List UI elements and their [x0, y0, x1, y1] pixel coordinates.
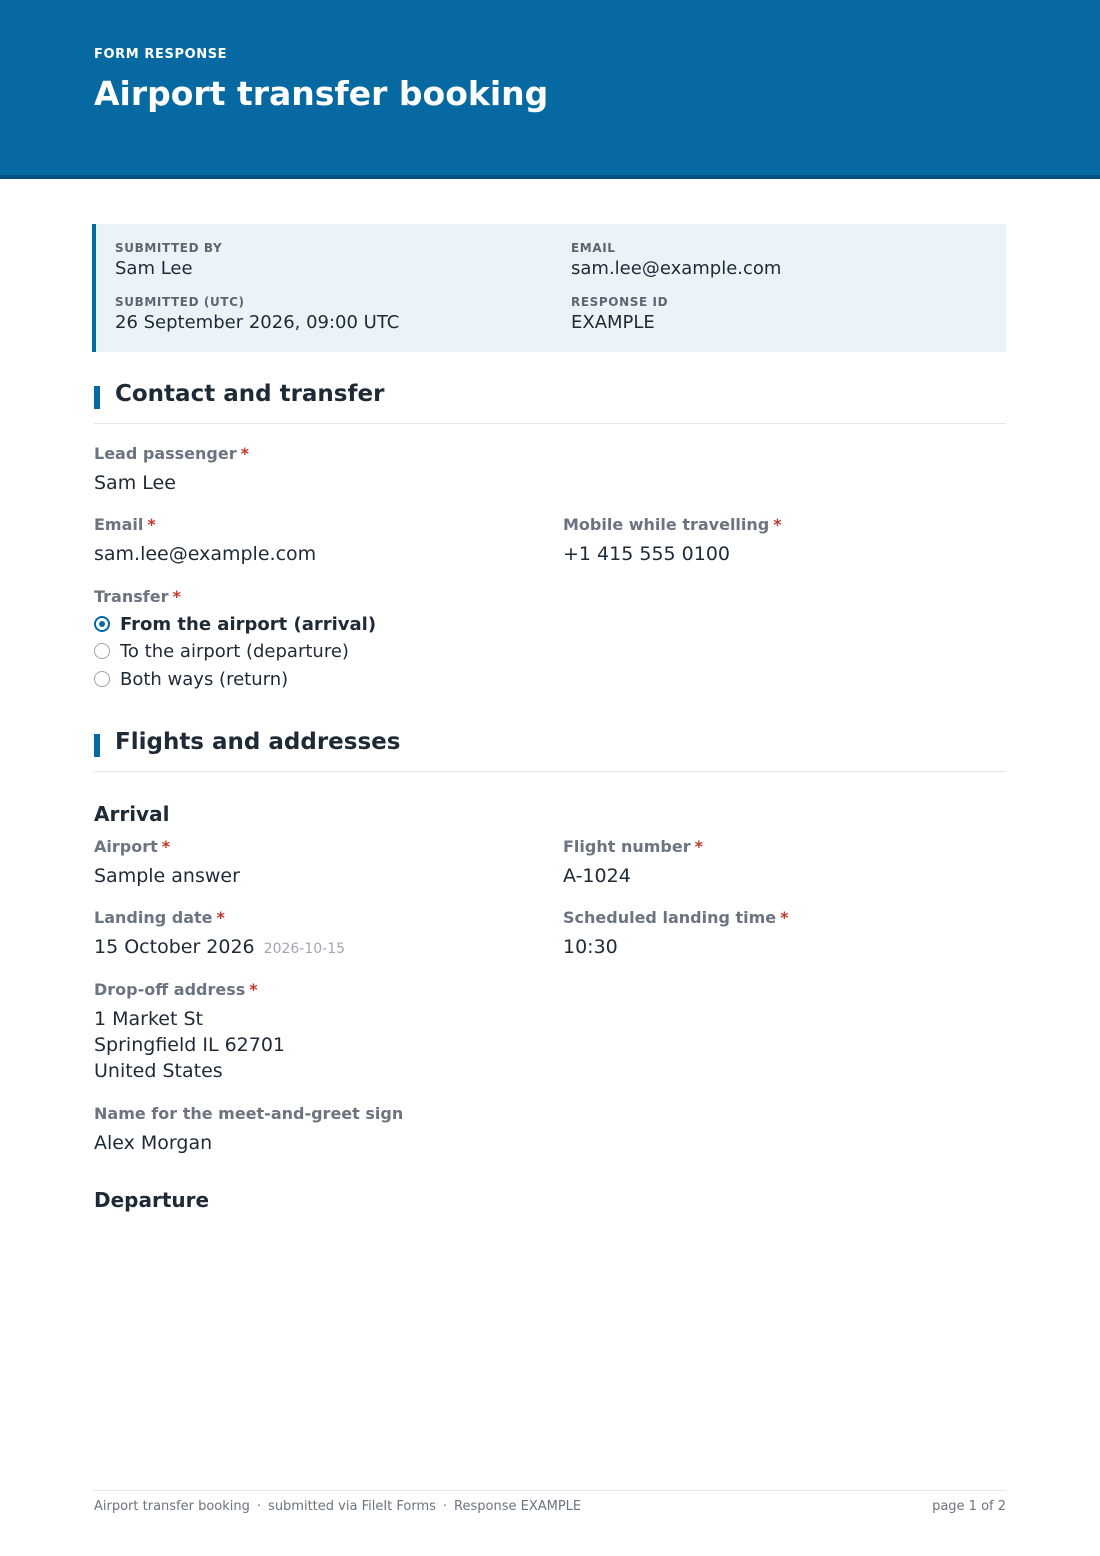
field-label: Name for the meet-and-greet sign [94, 1104, 404, 1123]
meta-email [571, 241, 781, 279]
field-label: Lead passenger [94, 444, 237, 463]
iso-date: 2026-10-15 [263, 941, 346, 957]
field-lead-passenger [94, 444, 249, 496]
field-email [94, 515, 316, 567]
option-label: Both ways (return) [120, 668, 289, 690]
field-label: Mobile while travelling [563, 515, 770, 534]
footer-separator: · [442, 1499, 448, 1514]
response-id [571, 295, 668, 333]
address-line: United States [94, 1060, 223, 1082]
subsection-arrival: Arrival [94, 802, 170, 826]
field-label: Flight number [563, 837, 691, 856]
field-value: 10:30 [563, 936, 618, 958]
option-label: To the airport (departure) [120, 640, 349, 662]
page-title: Airport transfer booking [94, 74, 549, 113]
section-accent-bar [94, 386, 100, 409]
form-type-label: FORM RESPONSE [94, 47, 228, 62]
field-label: Transfer [94, 587, 169, 606]
field-label: Landing date [94, 908, 213, 927]
field-flight-number [563, 837, 703, 889]
footer-via: submitted via FileIt Forms [268, 1499, 436, 1514]
field-landing-date [94, 908, 345, 962]
transfer-option-return [94, 668, 288, 690]
field-value: +1 415 555 0100 [563, 543, 731, 565]
required-marker: * [172, 587, 181, 606]
required-marker: * [216, 908, 225, 927]
required-marker: * [780, 908, 789, 927]
submitted-time [115, 295, 399, 333]
address-line: 1 Market St [94, 1008, 203, 1030]
required-marker: * [249, 980, 258, 999]
footer-separator: · [256, 1499, 262, 1514]
field-transfer [94, 587, 181, 606]
field-value: sam.lee@example.com [94, 543, 317, 565]
field-mobile [563, 515, 782, 567]
section-flights-addresses [94, 729, 1006, 772]
submitted-by-label: SUBMITTED BY [115, 241, 223, 255]
meta-email-value: sam.lee@example.com [571, 258, 782, 279]
field-label: Drop-off address [94, 980, 246, 999]
radio-unselected-icon [94, 671, 110, 687]
required-marker: * [240, 444, 249, 463]
section-contact-transfer [94, 381, 1006, 424]
field-label: Email [94, 515, 144, 534]
field-label: Scheduled landing time [563, 908, 777, 927]
submitted-time-label: SUBMITTED (UTC) [115, 295, 245, 309]
radio-unselected-icon [94, 643, 110, 659]
address-line: Springfield IL 62701 [94, 1034, 286, 1056]
footer-form-name: Airport transfer booking [94, 1499, 250, 1514]
submission-meta [92, 224, 1006, 352]
field-value: 15 October 2026 [94, 936, 255, 958]
footer-response: Response EXAMPLE [454, 1499, 582, 1514]
field-value: Alex Morgan [94, 1132, 213, 1154]
submitted-by [115, 241, 222, 279]
field-airport [94, 837, 240, 889]
field-label: Airport [94, 837, 158, 856]
section-title: Flights and addresses [115, 729, 401, 755]
meta-email-label: EMAIL [571, 241, 616, 255]
field-value: Sam Lee [94, 472, 176, 494]
transfer-option-arrival [94, 613, 376, 635]
submitted-time-value: 26 September 2026, 09:00 UTC [115, 312, 400, 333]
field-value: A-1024 [563, 865, 631, 887]
section-title: Contact and transfer [115, 381, 385, 407]
field-dropoff-address [94, 980, 285, 1084]
required-marker: * [773, 515, 782, 534]
required-marker: * [161, 837, 171, 856]
radio-selected-icon [94, 616, 110, 632]
submitted-by-value: Sam Lee [115, 258, 193, 279]
section-accent-bar [94, 734, 100, 757]
page-number: page 1 of 2 [932, 1499, 1006, 1514]
subsection-departure: Departure [94, 1188, 210, 1212]
response-id-value: EXAMPLE [571, 312, 655, 333]
page-footer [94, 1490, 1006, 1514]
header-banner [0, 0, 1100, 179]
field-landing-time [563, 908, 789, 960]
option-label: From the airport (arrival) [120, 613, 377, 635]
required-marker: * [694, 837, 703, 856]
field-meet-greet-sign [94, 1104, 403, 1156]
field-value: Sample answer [94, 865, 240, 887]
transfer-option-departure [94, 640, 349, 662]
response-id-label: RESPONSE ID [571, 295, 669, 309]
required-marker: * [147, 515, 156, 534]
